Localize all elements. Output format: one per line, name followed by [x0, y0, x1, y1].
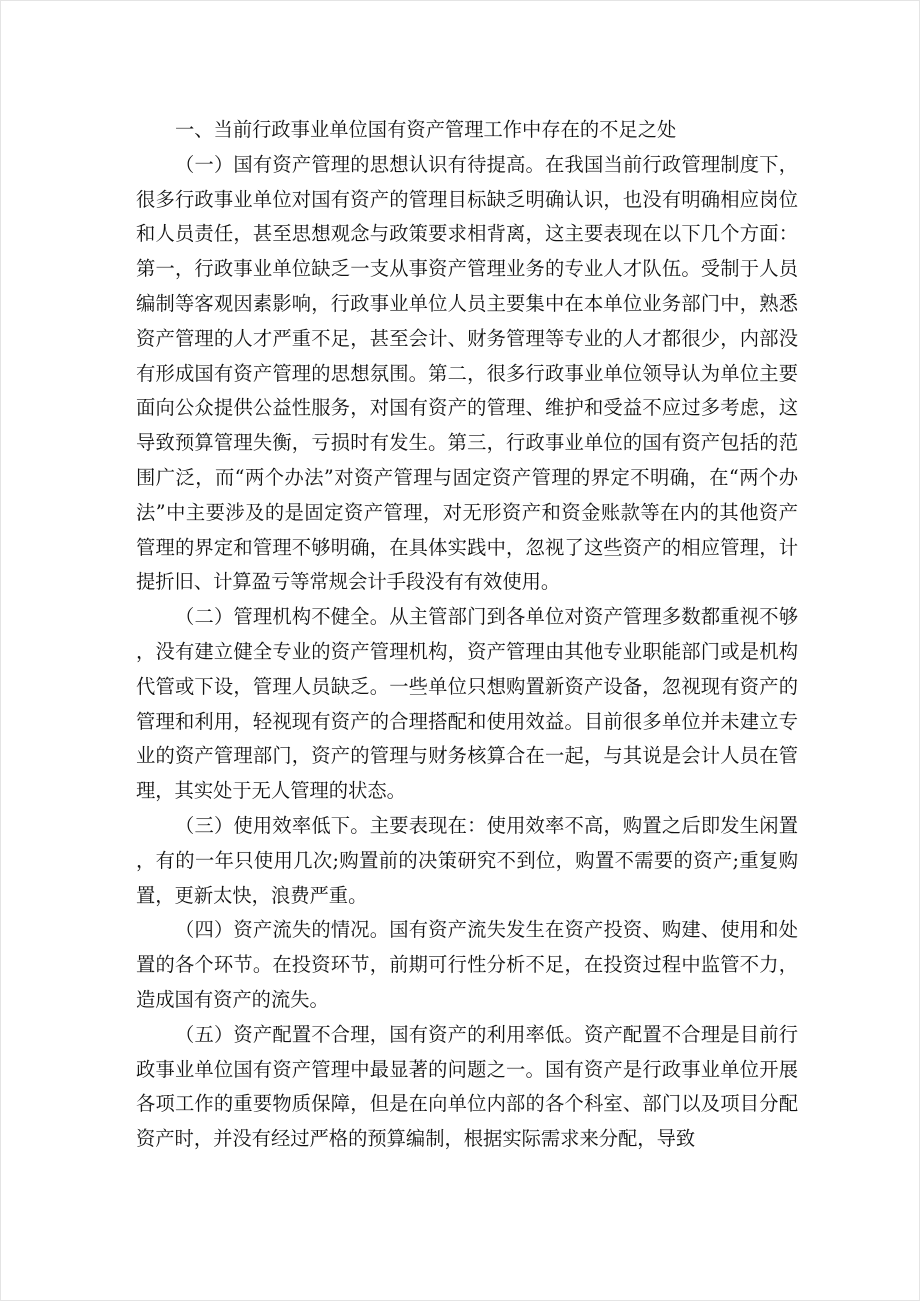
paragraph-5: （五）资产配置不合理，国有资产的利用率低。资产配置不合理是目前行政事业单位国有资产管理中最显著的问题之一。国有资产是行政事业单位开展各项工作的重要物质保障，但是在向单位内部的各个科室、部门以及项目分配资产时，并没有经过严格的预算编制，根据实际需求来分配，导致 [136, 1022, 798, 1151]
document-body [136, 113, 798, 1157]
paragraph-2: （二）管理机构不健全。从主管部门到各单位对资产管理多数都重视不够，没有建立健全专业的资产管理机构，资产管理由其他专业职能部门或是机构代管或下设，管理人员缺乏。一些单位只想购置新资产设备，忽视现有资产的管理和利用，轻视现有资产的合理搭配和使用效益。目前很多单位并未建立专业的资产管理部门，资产的管理与财务核算合在一起，与其说是会计人员在管理，其实处于无人管理的状态。 [136, 605, 798, 803]
paragraph-1: （一）国有资产管理的思想认识有待提高。在我国当前行政管理制度下，很多行政事业单位对国有资产的管理目标缺乏明确认识，也没有明确相应岗位和人员责任，甚至思想观念与政策要求相背离，这主要表现在以下几个方面：第一，行政事业单位缺乏一支从事资产管理业务的专业人才队伍。受制于人员编制等客观因素影响，行政事业单位人员主要集中在本单位业务部门中，熟悉资产管理的人才严重不足，甚至会计、财务管理等专业的人才都很少，内部没有形成国有资产管理的思想氛围。第二，很多行政事业单位领导认为单位主要面向公众提供公益性服务，对国有资产的管理、维护和受益不应过多考虑，这导致预算管理失衡，亏损时有发生。第三，行政事业单位的国有资产包括的范围广泛，而“两个办法”对资产管理与固定资产管理的界定不明确，在“两个办法”中主要涉及的是固定资产管理，对无形资产和资金账款等在内的其他资产管理的界定和管理不够明确，在具体实践中，忽视了这些资产的相应管理，计提折旧、计算盈亏等常规会计手段没有有效使用。 [136, 152, 798, 594]
paragraph-3: （三）使用效率低下。主要表现在：使用效率不高，购置之后即发生闲置，有的一年只使用几次;购置前的决策研究不到位，购置不需要的资产;重复购置，更新太快，浪费严重。 [136, 813, 798, 907]
section-heading: 一、当前行政事业单位国有资产管理工作中存在的不足之处 [175, 118, 677, 141]
paragraph-4: （四）资产流失的情况。国有资产流失发生在资产投资、购建、使用和处置的各个环节。在投资环节，前期可行性分析不足，在投资过程中监管不力，造成国有资产的流失。 [136, 918, 798, 1011]
